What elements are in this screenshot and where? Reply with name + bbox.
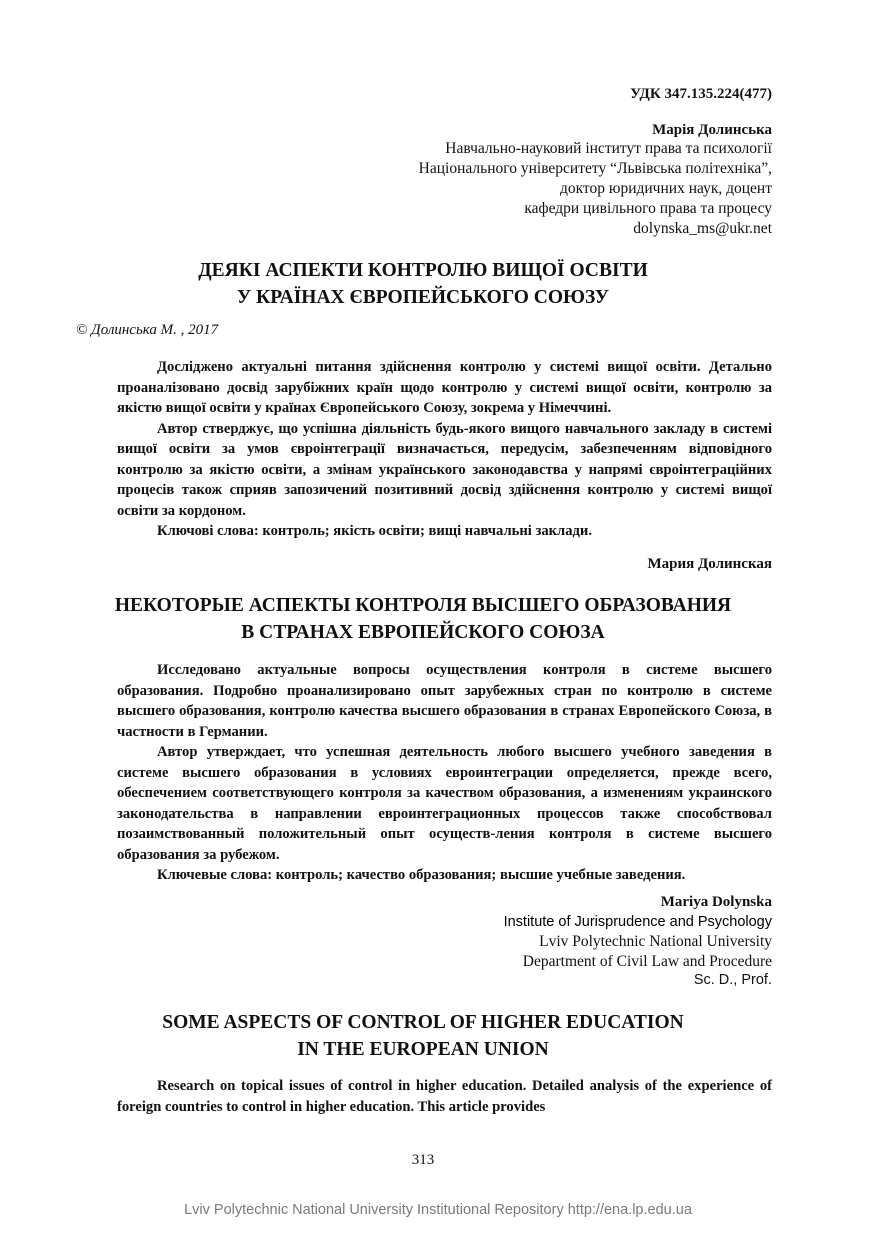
affiliation-line: Національного університету “Львівська політехніка”, xyxy=(418,160,772,177)
affiliation-line: Lviv Polytechnic National University xyxy=(539,933,772,950)
abstract-en xyxy=(117,1076,772,1117)
title-line: IN THE EUROPEAN UNION xyxy=(297,1039,549,1060)
author-name-en: Mariya Dolynska xyxy=(660,894,772,910)
keywords-ru: Ключевые слова: контроль; качество образования; высшие учебные заведения. xyxy=(157,867,686,883)
title-line: НЕКОТОРЫЕ АСПЕКТЫ КОНТРОЛЯ ВЫСШЕГО ОБРАЗОВАНИЯ xyxy=(114,595,732,616)
affiliation-line: кафедри цивільного права та процесу xyxy=(524,200,772,217)
affiliation-line: Department of Civil Law and Procedure xyxy=(522,952,772,970)
abstract-ua xyxy=(117,357,772,542)
abstract-ru xyxy=(117,660,772,886)
abstract-paragraph: Автор стверджує, що успішна діяльність будь-якого вищого навчального закладу в системі вищої освіти за умов євроінтеграції визначається, передусім, забезпеченням відповідного контролю за якістю освіти, а змінам українського законодавства у напрямі євроінтеграційних процесів також сприяв запозичений позитивний досвід здійснення контролю у системі вищої освіти за кордоном. xyxy=(117,420,772,519)
title-line: У КРАЇНАХ ЄВРОПЕЙСЬКОГО СОЮЗУ xyxy=(236,287,610,308)
abstract-paragraph: Research on topical issues of control in higher education. Detailed analysis of the experience of foreign countries to control in higher education. This article provides xyxy=(117,1078,772,1115)
udc-code: УДК 347.135.224(477) xyxy=(630,86,772,102)
title-line: В СТРАНАХ ЕВРОПЕЙСКОГО СОЮЗА xyxy=(241,622,605,643)
abstract-paragraph: Исследовано актуальные вопросы осуществления контроля в системе высшего образования. Подробно проанализировано опыт зарубежных стран по контролю в системе высшего образования, контролю качества высшего образования в странах Европейского Союза, в частности в Германии. xyxy=(117,662,772,740)
author-name-ua: Марія Долинська xyxy=(652,122,772,138)
author-email: dolynska_ms@ukr.net xyxy=(633,220,772,237)
affiliation-line: Institute of Jurisprudence and Psychology xyxy=(503,913,772,930)
abstract-paragraph: Автор утверждает, что успешная деятельность любого высшего учебного заведения в системе высшего образования в условиях евроинтеграции определяется, прежде всего, обеспечением соответствующего контроля за качеством образования, а изменениям украинского законодательства в направлении евроинтеграционных процессов также способствовал позаимствованный положительный опыт осуществ-ления контроля в системе высшего образования за рубежом. xyxy=(117,744,772,863)
affiliation-line: доктор юридичних наук, доцент xyxy=(559,180,772,197)
keywords-ua: Ключові слова: контроль; якість освіти; вищі навчальні заклади. xyxy=(157,523,592,539)
author-block-ua xyxy=(419,122,772,239)
article-title-ua xyxy=(0,257,846,311)
affiliation-line: Навчально-науковий інститут права та психології xyxy=(445,140,772,157)
title-line: SOME ASPECTS OF CONTROL OF HIGHER EDUCATION xyxy=(162,1012,684,1033)
author-name-ru: Мария Долинская xyxy=(647,556,772,572)
copyright-notice: © Долинська М. , 2017 xyxy=(76,322,219,338)
abstract-paragraph: Досліджено актуальні питання здійснення контролю у системі вищої освіти. Детально проаналізовано досвід зарубіжних країн щодо контролю у системі вищої освіти, контролю за якістю вищої освіти у країнах Європейського Союзу, зокрема у Німеччині. xyxy=(117,359,772,416)
title-line: ДЕЯКІ АСПЕКТИ КОНТРОЛЮ ВИЩОЇ ОСВІТИ xyxy=(198,260,648,281)
author-block-en xyxy=(504,893,772,991)
article-title-en xyxy=(0,1009,846,1063)
repository-footer: Lviv Polytechnic National University Institutional Repository http://ena.lp.edu.ua xyxy=(184,1202,692,1218)
affiliation-line: Sc. D., Prof. xyxy=(693,972,772,988)
article-title-ru xyxy=(0,592,846,646)
page-number: 313 xyxy=(411,1152,435,1168)
